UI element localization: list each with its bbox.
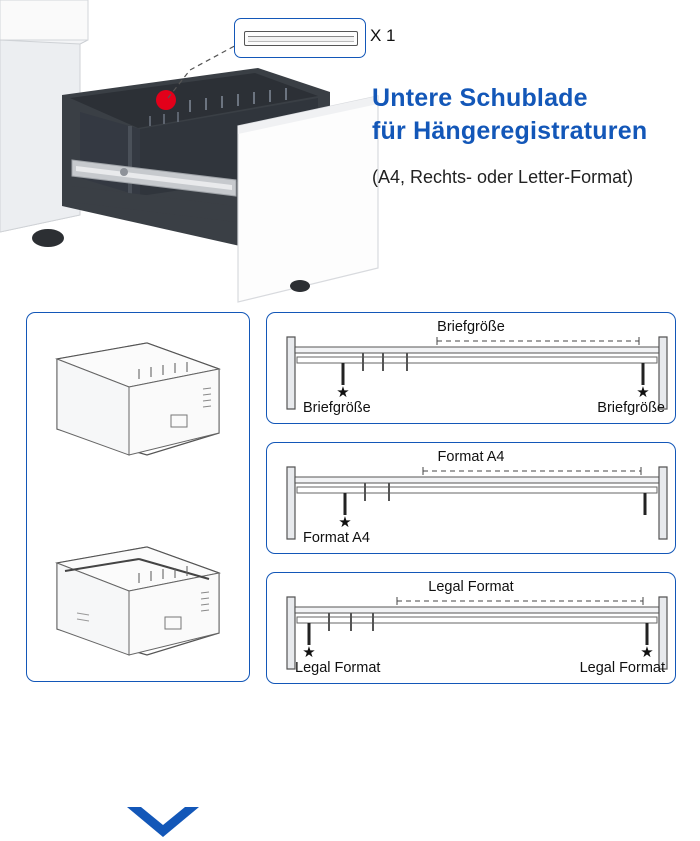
- star-icon: ★: [338, 514, 352, 531]
- letter-title: Briefgröße: [433, 319, 509, 335]
- hanging-rail-icon: [244, 31, 358, 46]
- drawer-without-rails-illustration: [43, 329, 233, 469]
- drawer-with-rails-illustration: [43, 535, 233, 665]
- drawer-steps-panel: [26, 312, 250, 682]
- letter-label-right: Briefgröße: [597, 400, 665, 416]
- legal-label-left: Legal Format: [295, 660, 381, 676]
- headline-line-1: Untere Schublade: [372, 84, 588, 112]
- red-dot-marker: [156, 90, 176, 110]
- letter-size-panel: [266, 312, 676, 424]
- a4-title: Format A4: [434, 449, 509, 465]
- a4-size-panel: [266, 442, 676, 554]
- callout-quantity: X 1: [370, 26, 396, 45]
- legal-title: Legal Format: [424, 579, 517, 595]
- legal-size-panel: [266, 572, 676, 684]
- star-icon: ★: [640, 644, 654, 661]
- a4-label-left: Format A4: [303, 530, 370, 546]
- legal-label-right: Legal Format: [579, 660, 665, 676]
- headline-subtitle: (A4, Rechts- oder Letter-Format): [372, 167, 634, 187]
- headline-block: [372, 82, 692, 188]
- star-icon: ★: [336, 384, 350, 401]
- headline-line-2: für Hängeregistraturen: [372, 117, 648, 145]
- letter-label-left: Briefgröße: [303, 400, 371, 416]
- part-callout-box: [234, 18, 366, 58]
- star-icon: ★: [636, 384, 650, 401]
- down-arrow-icon: [123, 805, 203, 841]
- star-icon: ★: [302, 644, 316, 661]
